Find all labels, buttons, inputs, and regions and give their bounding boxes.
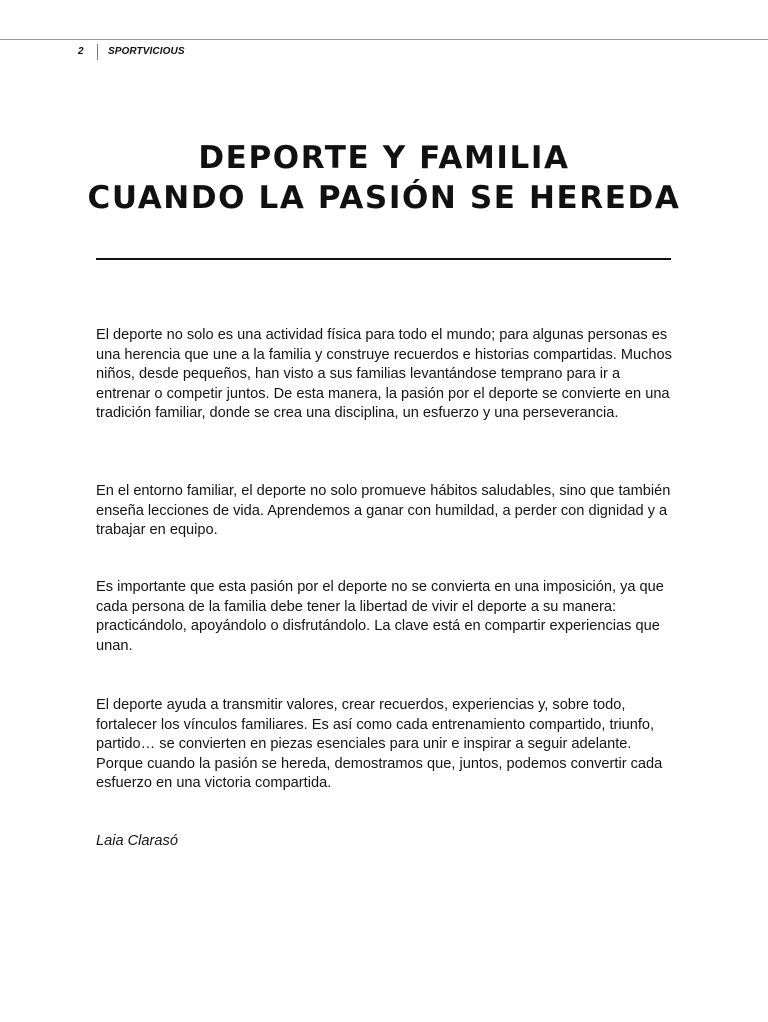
article-paragraph-1: El deporte no solo es una actividad física para todo el mundo; para algunas personas es una herencia que une a la familia y construye recuerdos e historias compartidas. Muchos niños, desde pequeños, han visto a sus familias levantándose temprano para ir a entrenar o competir juntos. De esta manera, la pasión por el deporte se convierte en una tradición familiar, donde se crea una disciplina, un esfuerzo y una perseverancia. [96,327,672,421]
article-author: Laia Clarasó [96,833,178,849]
article-title [60,138,708,218]
article-title-line-1: DEPORTE Y FAMILIA [198,140,570,176]
title-divider [96,258,671,260]
article-paragraph-3: Es importante que esta pasión por el deporte no se convierta en una imposición, ya que cada persona de la familia debe tener la libertad de vivir el deporte a su manera: practicándolo, apoyándolo o disfrutándolo. La clave está en compartir experiencias que unan. [96,579,664,654]
article-paragraph-2: En el entorno familiar, el deporte no solo promueve hábitos saludables, sino que también enseña lecciones de vida. Aprendemos a ganar con humildad, a perder con dignidad y a trabajar en equipo. [96,483,671,538]
magazine-name: SPORTVICIOUS [108,46,185,57]
article-title-line-2: CUANDO LA PASIÓN SE HEREDA [87,180,681,216]
page-number: 2 [78,46,84,57]
page-header [0,44,768,60]
header-top-rule [0,39,768,40]
article-paragraph-4: El deporte ayuda a transmitir valores, crear recuerdos, experiencias y, sobre todo, fortalecer los vínculos familiares. Es así como cada entrenamiento compartido, triunfo, partido… se convierten en piezas esenciales para unir e inspirar a seguir adelante. Porque cuando la pasión se hereda, demostramos que, juntos, podemos convertir cada esfuerzo en una victoria compartida. [96,697,663,791]
header-divider [97,44,98,60]
